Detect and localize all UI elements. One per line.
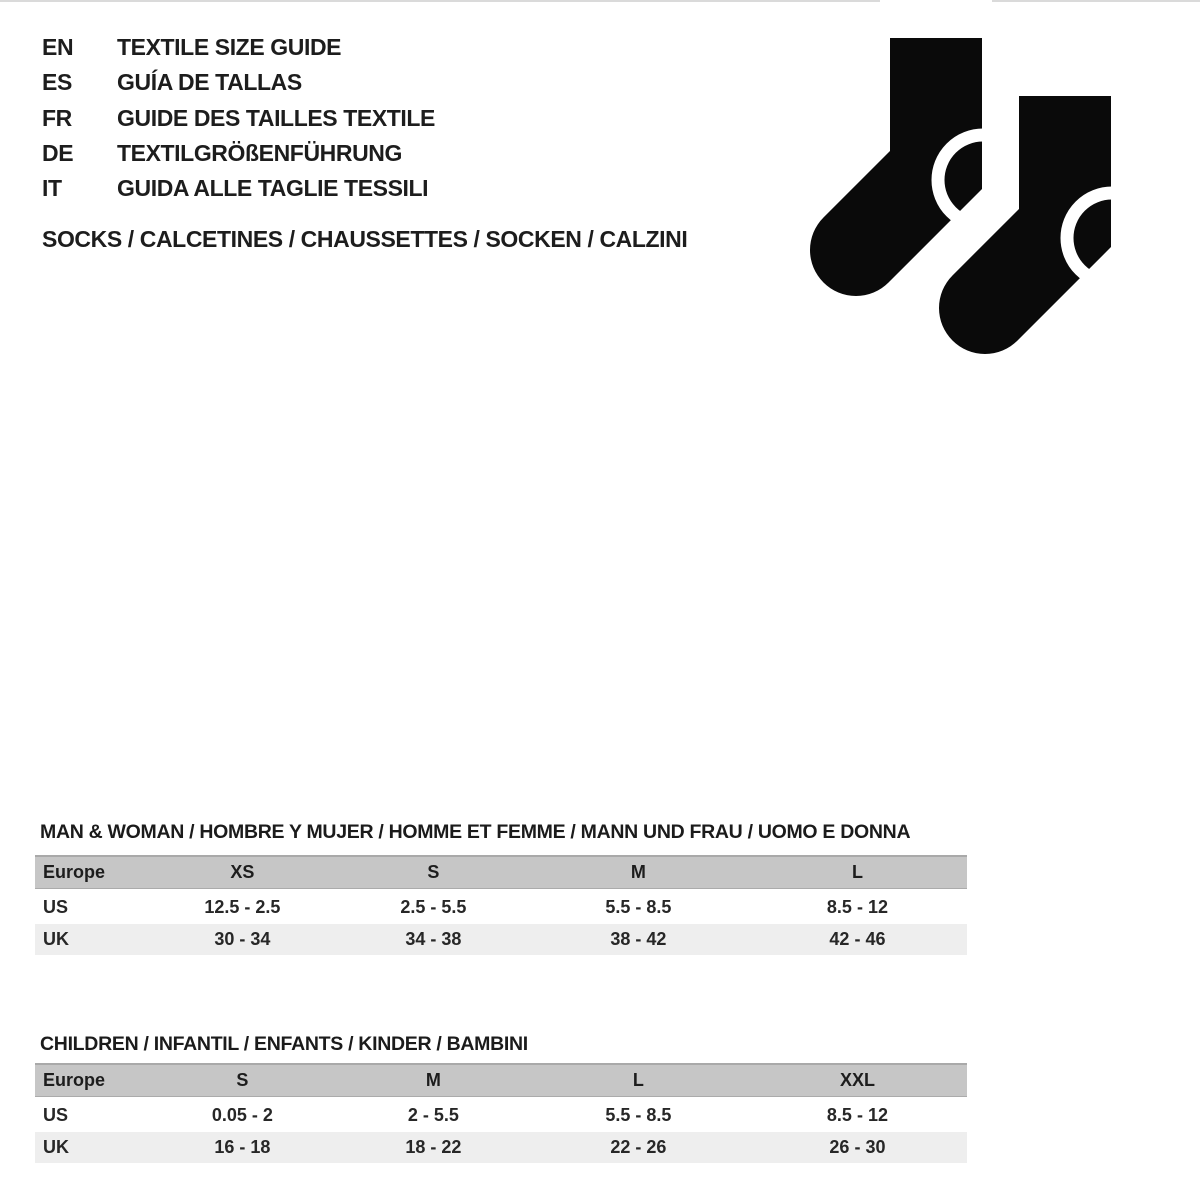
language-row-en bbox=[42, 30, 435, 65]
size-cell: 18 - 22 bbox=[405, 1137, 462, 1157]
header-cell-size: M bbox=[425, 1070, 441, 1090]
size-cell: 5.5 - 8.5 bbox=[605, 1105, 672, 1125]
row-label: US bbox=[43, 897, 69, 917]
size-cell: 38 - 42 bbox=[610, 929, 667, 949]
header-cell-size: S bbox=[236, 1070, 249, 1090]
size-cell: 0.05 - 2 bbox=[211, 1105, 273, 1125]
language-code: ES bbox=[42, 69, 72, 96]
socks-icon-svg bbox=[770, 0, 1170, 400]
size-cell: 42 - 46 bbox=[829, 929, 886, 949]
language-title: TEXTILGRÖßENFÜHRUNG bbox=[117, 140, 402, 167]
size-table-children bbox=[35, 1063, 967, 1163]
table-row-uk bbox=[35, 924, 967, 955]
language-title: GUIDE DES TAILLES TEXTILE bbox=[117, 104, 435, 131]
language-row-es bbox=[42, 65, 435, 100]
language-row-fr bbox=[42, 101, 435, 136]
table-row-us bbox=[35, 1100, 967, 1131]
language-legend bbox=[42, 30, 435, 206]
size-cell: 30 - 34 bbox=[214, 929, 271, 949]
table-header-row bbox=[35, 855, 967, 889]
size-table-man-woman bbox=[35, 855, 967, 955]
header-cell-size: M bbox=[630, 862, 646, 882]
size-cell: 34 - 38 bbox=[405, 929, 462, 949]
table-row-uk bbox=[35, 1132, 967, 1163]
size-cell: 12.5 - 2.5 bbox=[204, 897, 281, 917]
size-cell: 2.5 - 5.5 bbox=[400, 897, 467, 917]
language-code: DE bbox=[42, 140, 74, 167]
socks-icon bbox=[770, 0, 1170, 400]
language-title: GUÍA DE TALLAS bbox=[117, 69, 302, 96]
size-cell: 8.5 - 12 bbox=[826, 1105, 888, 1125]
table-header-row bbox=[35, 1063, 967, 1097]
row-label: UK bbox=[43, 1137, 69, 1157]
table-title-children: CHILDREN / INFANTIL / ENFANTS / KINDER / BAMBINI bbox=[40, 1033, 528, 1055]
row-label: US bbox=[43, 1105, 69, 1125]
header-cell-size: XS bbox=[230, 862, 255, 882]
table-row-us bbox=[35, 892, 967, 923]
language-code: IT bbox=[42, 175, 62, 202]
size-cell: 26 - 30 bbox=[829, 1137, 886, 1157]
language-row-it bbox=[42, 171, 435, 206]
language-title: TEXTILE SIZE GUIDE bbox=[117, 34, 342, 61]
table-title-man-woman: MAN & WOMAN / HOMBRE Y MUJER / HOMME ET FEMME / MANN UND FRAU / UOMO E DONNA bbox=[40, 821, 911, 843]
header-cell-region: Europe bbox=[43, 862, 106, 882]
language-row-de bbox=[42, 136, 435, 171]
size-cell: 22 - 26 bbox=[610, 1137, 667, 1157]
language-title: GUIDA ALLE TAGLIE TESSILI bbox=[117, 175, 429, 202]
product-category-line: SOCKS / CALCETINES / CHAUSSETTES / SOCKEN / CALZINI bbox=[42, 226, 688, 252]
header-cell-region: Europe bbox=[43, 1070, 106, 1090]
language-code: FR bbox=[42, 104, 72, 131]
header-cell-size: L bbox=[632, 1070, 644, 1090]
language-code: EN bbox=[42, 34, 74, 61]
size-cell: 5.5 - 8.5 bbox=[605, 897, 672, 917]
size-cell: 8.5 - 12 bbox=[826, 897, 888, 917]
header-cell-size: S bbox=[427, 862, 440, 882]
row-label: UK bbox=[43, 929, 69, 949]
size-cell: 2 - 5.5 bbox=[407, 1105, 459, 1125]
header-cell-size: L bbox=[851, 862, 863, 882]
header-cell-size: XXL bbox=[839, 1070, 875, 1090]
size-cell: 16 - 18 bbox=[214, 1137, 271, 1157]
